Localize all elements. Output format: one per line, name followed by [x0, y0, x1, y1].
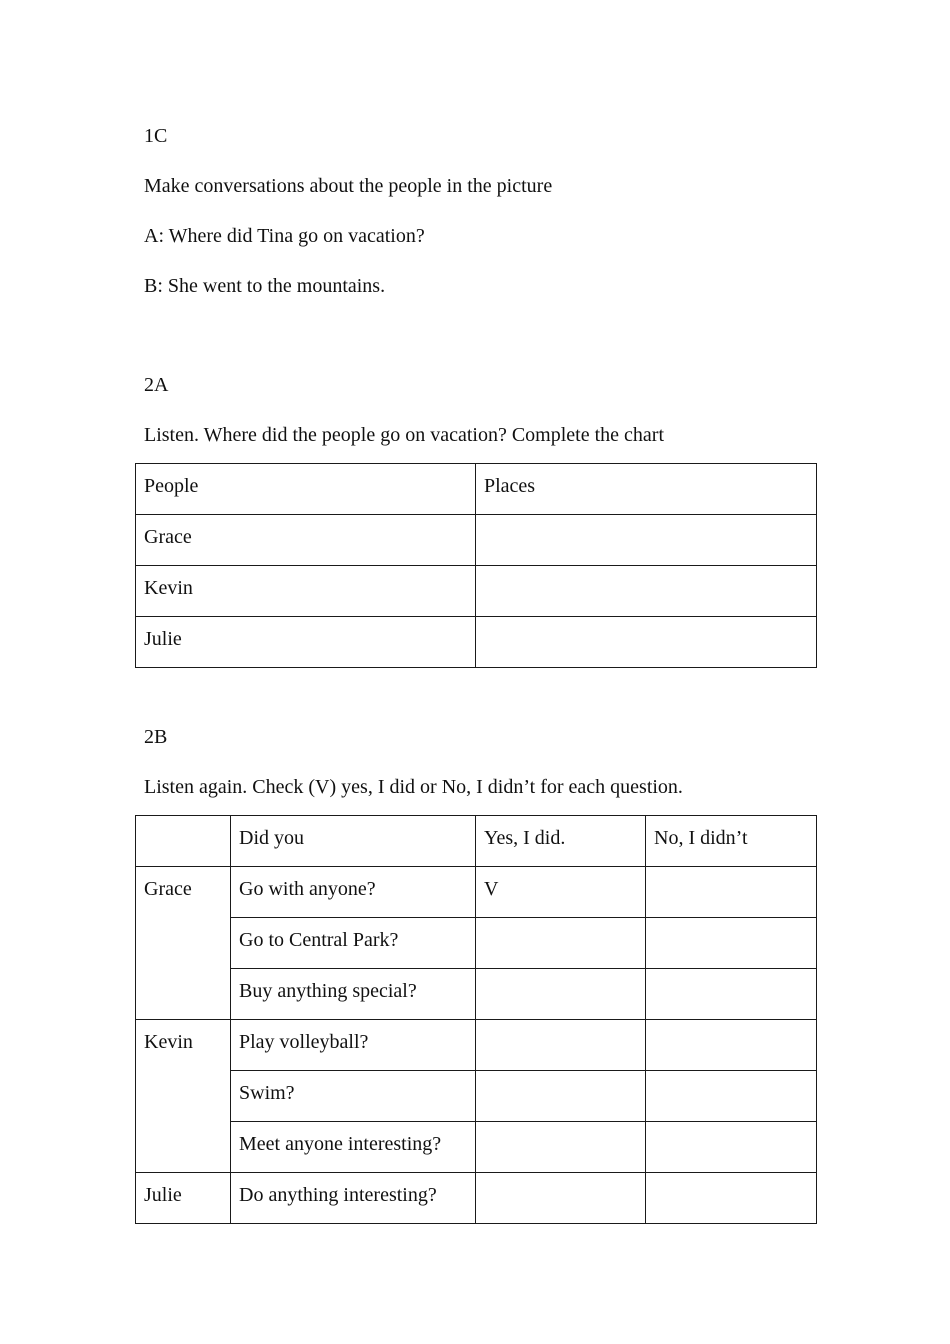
- question-cell: Go to Central Park?: [231, 918, 476, 969]
- table-row: [136, 969, 817, 1020]
- person-cell: Grace: [136, 867, 231, 1020]
- no-check-cell[interactable]: [646, 1122, 817, 1173]
- question-cell: Go with anyone?: [231, 867, 476, 918]
- no-check-cell[interactable]: [646, 969, 817, 1020]
- question-cell: Buy anything special?: [231, 969, 476, 1020]
- yes-check-cell[interactable]: [476, 969, 646, 1020]
- table-row: [136, 1173, 817, 1224]
- person-cell: Julie: [136, 1173, 231, 1224]
- yes-check-cell[interactable]: [476, 1173, 646, 1224]
- place-answer-cell[interactable]: [476, 515, 817, 566]
- table-row: [136, 867, 817, 918]
- no-check-cell[interactable]: [646, 1020, 817, 1071]
- question-cell: Swim?: [231, 1071, 476, 1122]
- table-row: [136, 1071, 817, 1122]
- did-you-check-chart: [135, 815, 817, 1224]
- no-check-cell[interactable]: [646, 1173, 817, 1224]
- person-cell: Kevin: [136, 1020, 231, 1173]
- no-check-cell[interactable]: [646, 918, 817, 969]
- place-answer-cell[interactable]: [476, 566, 817, 617]
- table-header-row: [136, 816, 817, 867]
- person-cell: Julie: [136, 617, 476, 668]
- question-cell: Meet anyone interesting?: [231, 1122, 476, 1173]
- table-row: [136, 617, 817, 668]
- section-1c-example-b: B: She went to the mountains.: [144, 275, 386, 297]
- person-cell: Kevin: [136, 566, 476, 617]
- yes-check-cell[interactable]: [476, 1122, 646, 1173]
- table-header-cell: Did you: [231, 816, 476, 867]
- yes-check-cell[interactable]: V: [476, 867, 646, 918]
- question-cell: Do anything interesting?: [231, 1173, 476, 1224]
- person-cell: Grace: [136, 515, 476, 566]
- question-cell: Play volleyball?: [231, 1020, 476, 1071]
- section-1c-heading: 1C: [144, 125, 168, 147]
- table-row: [136, 918, 817, 969]
- table-row: [136, 515, 817, 566]
- section-2a-instruction: Listen. Where did the people go on vacation? Complete the chart: [144, 424, 665, 446]
- no-check-cell[interactable]: [646, 1071, 817, 1122]
- section-1c-example-a: A: Where did Tina go on vacation?: [144, 225, 425, 247]
- table-row: [136, 566, 817, 617]
- section-1c-instruction: Make conversations about the people in the picture: [144, 175, 553, 197]
- place-answer-cell[interactable]: [476, 617, 817, 668]
- vacation-places-chart: [135, 463, 817, 668]
- section-2b-instruction: Listen again. Check (V) yes, I did or No, I didn’t for each question.: [144, 776, 683, 798]
- yes-check-cell[interactable]: [476, 1071, 646, 1122]
- section-2a-heading: 2A: [144, 374, 169, 396]
- section-2b-heading: 2B: [144, 726, 168, 748]
- yes-check-cell[interactable]: [476, 918, 646, 969]
- table-row: [136, 1020, 817, 1071]
- yes-check-cell[interactable]: [476, 1020, 646, 1071]
- table-header-cell: Yes, I did.: [476, 816, 646, 867]
- table-header-cell: People: [136, 464, 476, 515]
- table-header-cell: [136, 816, 231, 867]
- table-row: [136, 1122, 817, 1173]
- table-header-cell: Places: [476, 464, 817, 515]
- table-header-cell: No, I didn’t: [646, 816, 817, 867]
- no-check-cell[interactable]: [646, 867, 817, 918]
- table-header-row: [136, 464, 817, 515]
